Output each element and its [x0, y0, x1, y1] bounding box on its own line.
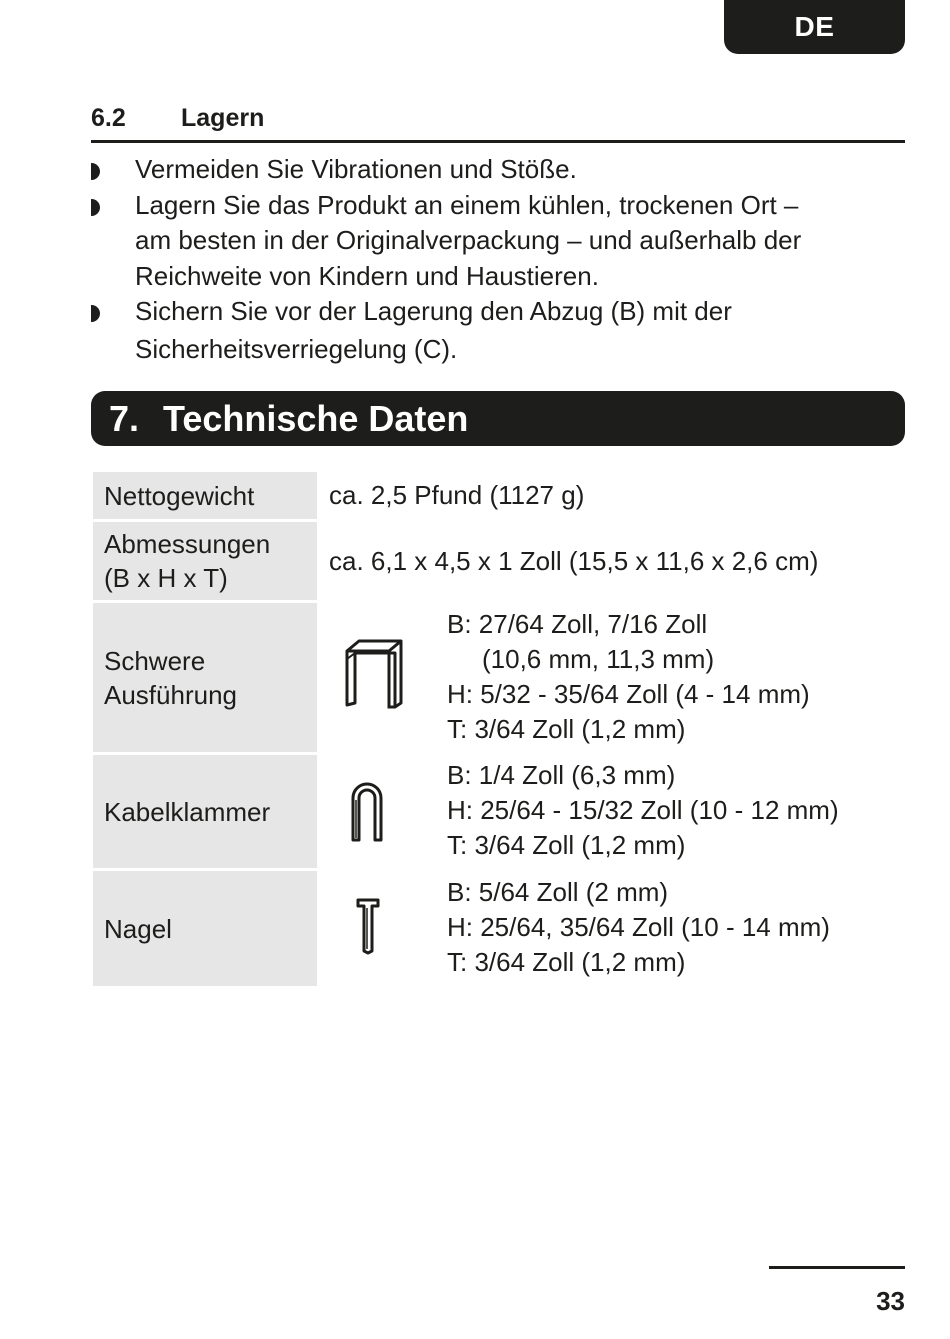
spec-value: ca. 2,5 Pfund (1127 g): [329, 480, 585, 510]
list-item: [91, 152, 905, 188]
spec-table: [91, 472, 905, 989]
spec-line: H: 25/64 - 15/32 Zoll (10 - 12 mm): [447, 795, 839, 825]
nail-icon: [355, 897, 381, 960]
spec-line: T: 3/64 Zoll (1,2 mm): [447, 830, 686, 860]
spec-line: (10,6 mm, 11,3 mm): [482, 644, 715, 674]
spec-line: T: 3/64 Zoll (1,2 mm): [447, 714, 686, 744]
list-item: [91, 294, 905, 367]
spec-label-line: (B x H x T): [104, 563, 228, 593]
bullet-text: Sicherheitsverriegelung (C).: [135, 333, 458, 364]
spec-label: [93, 522, 317, 600]
spec-label: Nettogewicht: [93, 472, 317, 519]
bullet-icon: [91, 163, 100, 180]
section-number: 7.: [109, 398, 140, 439]
bullet-text: Lagern Sie das Produkt an einem kühlen, trockenen Ort –: [135, 189, 799, 220]
cable-staple-icon: [347, 780, 387, 849]
bullet-text: Reichweite von Kindern und Haustieren.: [135, 260, 599, 291]
footer-divider: [769, 1266, 905, 1269]
list-item: [91, 188, 905, 295]
section-title: Technische Daten: [163, 398, 469, 439]
spec-line: B: 5/64 Zoll (2 mm): [447, 877, 669, 907]
table-row-dimensions: [91, 522, 905, 600]
table-row-nail: [91, 871, 905, 986]
subsection-heading: [91, 100, 905, 143]
section-heading: [91, 391, 905, 446]
language-tab: DE: [724, 0, 905, 54]
spec-label-line: Ausführung: [104, 679, 237, 710]
subsection-title: Lagern: [181, 104, 265, 132]
spec-label-line: Abmessungen: [104, 529, 271, 559]
heavy-duty-staple-icon: [341, 637, 409, 714]
spec-line: T: 3/64 Zoll (1,2 mm): [447, 947, 686, 977]
spec-line: B: 1/4 Zoll (6,3 mm): [447, 760, 676, 790]
spec-line: H: 5/32 - 35/64 Zoll (4 - 14 mm): [447, 679, 810, 709]
spec-value-lines: [447, 875, 830, 980]
table-row-heavy-duty: [91, 603, 905, 752]
spec-label: Kabelklammer: [93, 755, 317, 868]
spec-label: Nagel: [93, 871, 317, 986]
spec-value: ca. 6,1 x 4,5 x 1 Zoll (15,5 x 11,6 x 2,6 cm): [329, 545, 819, 576]
bullet-icon: [91, 199, 100, 216]
spec-label-line: Schwere: [104, 645, 206, 676]
storage-bullet-list: [91, 152, 905, 367]
bullet-icon: [91, 305, 100, 322]
bullet-text: Vermeiden Sie Vibrationen und Stöße.: [135, 154, 577, 184]
subsection-number: 6.2: [91, 104, 126, 132]
spec-line: H: 25/64, 35/64 Zoll (10 - 14 mm): [447, 912, 830, 942]
bullet-text: am besten in der Originalverpackung – und außerhalb der: [135, 225, 802, 255]
page-number: 33: [876, 1286, 905, 1316]
spec-value-lines: [447, 758, 839, 863]
spec-value-lines: [447, 607, 810, 747]
table-row-weight: [91, 472, 905, 519]
spec-label: [93, 603, 317, 752]
table-row-cable-staple: [91, 755, 905, 868]
bullet-text: Sichern Sie vor der Lagerung den Abzug (B) mit der: [135, 296, 732, 326]
spec-line: B: 27/64 Zoll, 7/16 Zoll: [447, 609, 708, 639]
